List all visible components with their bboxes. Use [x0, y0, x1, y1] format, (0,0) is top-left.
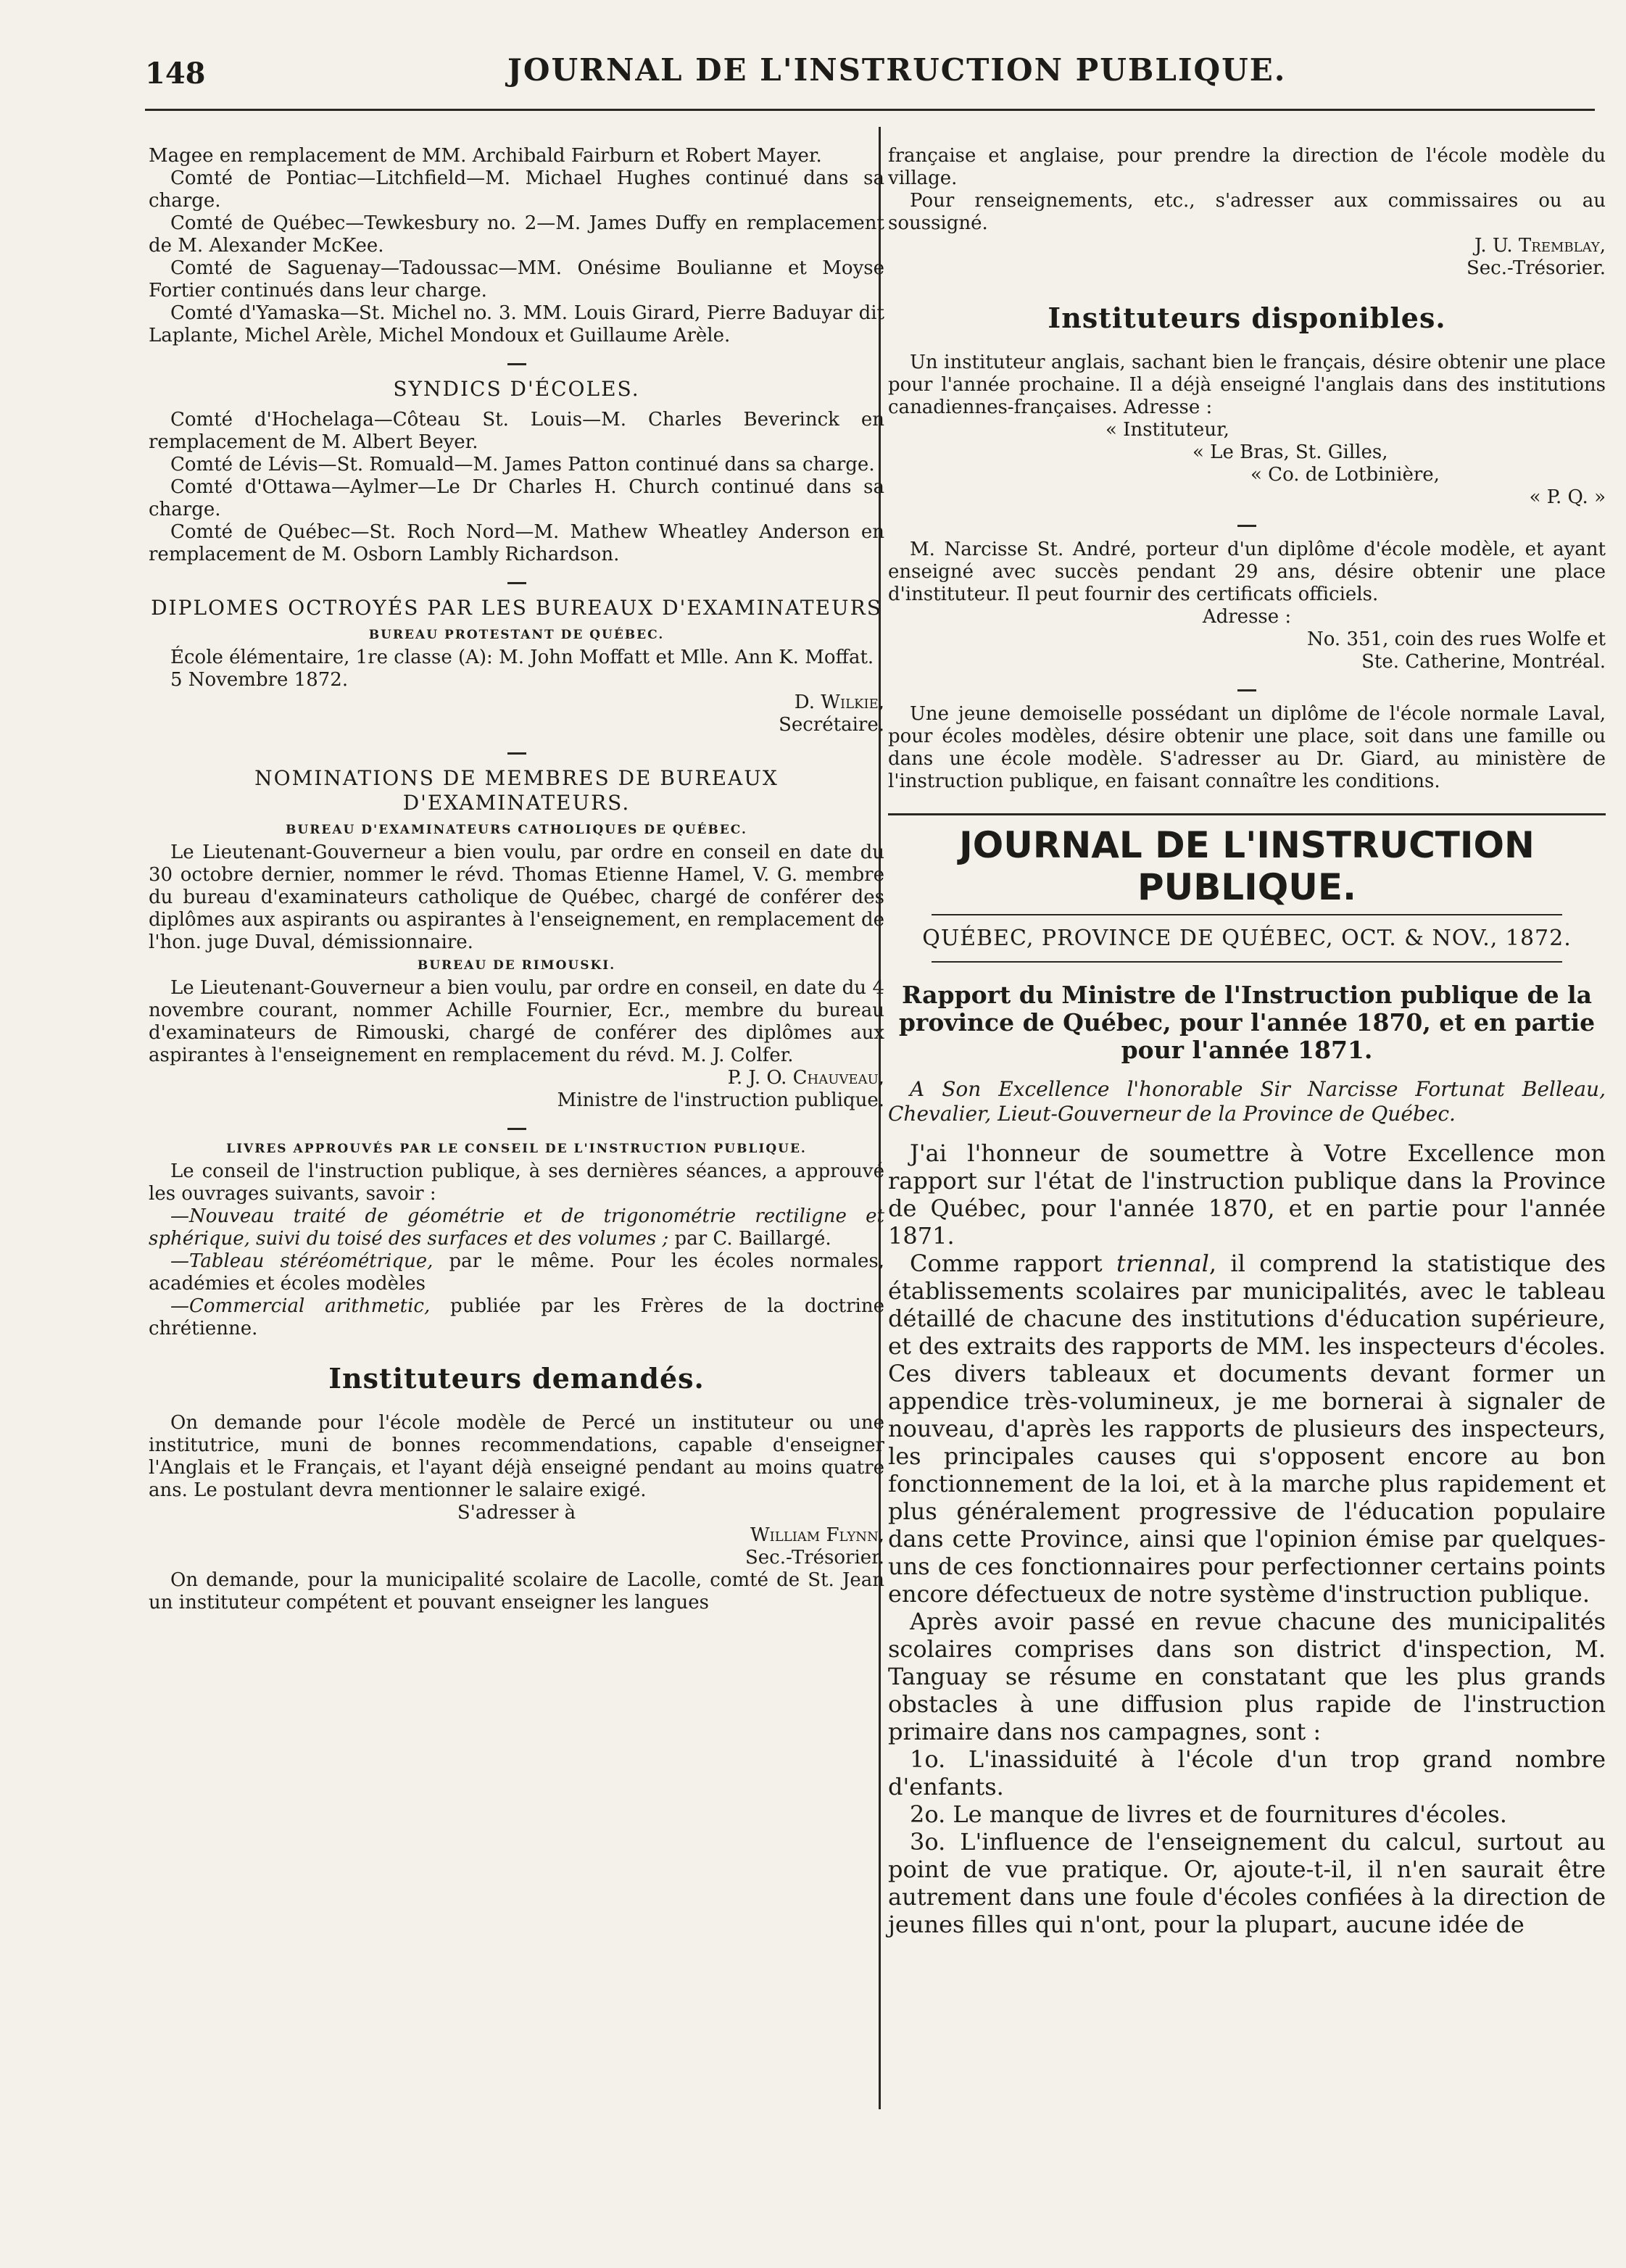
syndics-heading: SYNDICS D'ÉCOLES.	[393, 377, 640, 401]
section-dash	[507, 1128, 526, 1130]
book-item	[149, 1205, 884, 1250]
available-address: « Le Bras, St. Gilles,	[1192, 441, 1388, 463]
nominations-subheading-rimouski: BUREAU DE RIMOUSKI.	[417, 958, 616, 973]
journal-masthead: JOURNAL DE L'INSTRUCTION PUBLIQUE.	[959, 824, 1535, 908]
syndic-entry: Comté de Lévis—St. Romuald—M. James Patton continué dans sa charge.	[170, 454, 875, 475]
diplomas-heading: DIPLOMES OCTROYÉS PAR LES BUREAUX D'EXAMINATEURS	[151, 596, 882, 620]
masthead-rule	[888, 813, 1606, 815]
section-dash	[1237, 689, 1256, 691]
book-detail: publiée par les Frères de la doctrine chrétienne.	[149, 1295, 885, 1339]
wanted-continued: française et anglaise, pour prendre la direction de l'école modèle du village.	[888, 145, 1606, 189]
report-item: 1o. L'inassiduité à l'école d'un trop grand nombre d'enfants.	[888, 1745, 1606, 1800]
dateline-rule	[932, 961, 1562, 963]
available-address: « Co. de Lotbinière,	[1250, 464, 1440, 486]
report-paragraph: Après avoir passé en revue chacune des municipalités scolaires comprises dans son district d'inspection, M. Tanguay se résume en constatant que les plus grands obstacles à une diffusion plus rapide de l'instruction primaire dans nos campagnes, sont :	[888, 1608, 1606, 1745]
available-address: « P. Q. »	[1529, 486, 1606, 508]
nominations-subheading-quebec: BUREAU D'EXAMINATEURS CATHOLIQUES DE QUÉBEC.	[286, 823, 747, 837]
nominations-text-quebec: Le Lieutenant-Gouverneur a bien voulu, par ordre en conseil en date du 30 octobre dernier, nommer le révd. Thomas Etienne Hamel, V. G. membre du bureau d'examinateurs catholique de Québec, chargé de conférer des diplômes aux aspirants ou aspirantes à l'enseignement, en remplacement de l'hon. juge Duval, démissionnaire.	[149, 842, 884, 953]
book-detail: par le même. Pour les écoles normales, académies et écoles modèles	[149, 1250, 884, 1295]
available-address: No. 351, coin des rues Wolfe et	[1306, 628, 1606, 650]
commissioner-entry: Comté de Saguenay—Tadoussac—MM. Onésime Boulianne et Moyse Fortier continués dans leur charge.	[149, 257, 884, 302]
book-title: —Commercial arithmetic,	[170, 1295, 431, 1317]
report-body	[888, 1139, 1606, 1938]
wanted-signer-title: Sec.-Trésorier.	[744, 1547, 884, 1569]
wanted-address-label: S'adresser à	[457, 1502, 576, 1524]
left-column	[149, 145, 884, 1614]
section-dash	[507, 363, 526, 365]
wanted-text-lacolle: On demande, pour la municipalité scolaire de Lacolle, comté de St. Jean un instituteur compétent et pouvant enseigner les langues	[149, 1569, 884, 1613]
diplomas-subheading: BUREAU PROTESTANT DE QUÉBEC.	[368, 628, 665, 642]
diplomas-date: 5 Novembre 1872.	[170, 669, 349, 691]
right-column	[888, 145, 1606, 1938]
book-item	[149, 1295, 884, 1340]
commissioner-entry: Comté de Québec—Tewkesbury no. 2—M. James Duffy en remplacement de M. Alexander McKee.	[149, 212, 884, 257]
syndic-entry: Comté d'Hochelaga—Côteau St. Louis—M. Charles Beverinck en remplacement de M. Albert Beyer.	[149, 409, 884, 453]
diplomas-signer: D. Wilkie,	[794, 691, 884, 713]
book-title: —Nouveau traité de géométrie et de trigonométrie rectiligne et sphérique, suivi du toisé des surfaces et des volumes ;	[149, 1205, 884, 1250]
report-title: Rapport du Ministre de l'Instruction publique de la province de Québec, pour l'année 1870, et en partie pour l'année 1871.	[898, 981, 1596, 1064]
wanted-text: On demande pour l'école modèle de Percé un instituteur ou une institutrice, muni de bonnes recommendations, capable d'enseigner l'Anglais et le Français, et l'ayant déjà enseigné pendant au moins quatre ans. Le postulant devra mentionner le salaire exigé.	[149, 1412, 884, 1501]
available-text: M. Narcisse St. André, porteur d'un diplôme d'école modèle, et ayant enseigné avec succès pendant 29 ans, désire obtenir une place d'instituteur. Il peut fournir des certificats officiels.	[888, 539, 1606, 605]
wanted-continued-signer-title: Sec.-Trésorier.	[1466, 257, 1606, 279]
section-dash	[1237, 525, 1256, 527]
available-text: Un instituteur anglais, sachant bien le français, désire obtenir une place pour l'année prochaine. Il a déjà enseigné l'anglais dans des institutions canadiennes-françaises. Adresse :	[888, 352, 1606, 418]
masthead-rule	[932, 914, 1562, 915]
wanted-heading: Instituteurs demandés.	[328, 1362, 705, 1395]
nominations-signer-title: Ministre de l'instruction publique.	[557, 1089, 884, 1111]
diplomas-signer-title: Secrétaire.	[779, 714, 884, 736]
available-heading: Instituteurs disponibles.	[1048, 302, 1446, 334]
available-address-label: Adresse :	[1202, 606, 1292, 628]
nominations-text-rimouski: Le Lieutenant-Gouverneur a bien voulu, par ordre en conseil, en date du 4 novembre courant, nommer Achille Fournier, Ecr., membre du bureau d'examinateurs de Rimouski, chargé de conférer des diplômes aux aspirantes à l'enseignement en remplacement du révd. M. J. Colfer.	[149, 977, 884, 1066]
header-rule	[145, 109, 1595, 111]
running-head: JOURNAL DE L'INSTRUCTION PUBLIQUE.	[507, 52, 1287, 88]
dateline: QUÉBEC, PROVINCE DE QUÉBEC, OCT. & NOV., 1872.	[922, 926, 1572, 951]
commissioner-entry: Comté d'Yamaska—St. Michel no. 3. MM. Louis Girard, Pierre Baduyar dit Laplante, Michel Arèle, Michel Mondoux et Guillaume Arèle.	[149, 302, 884, 346]
section-dash	[507, 582, 526, 584]
books-intro: Le conseil de l'instruction publique, à ses dernières séances, a approuvé les ouvrages suivants, savoir :	[149, 1160, 884, 1205]
syndic-entry: Comté de Québec—St. Roch Nord—M. Mathew Wheatley Anderson en remplacement de M. Osborn Lambly Richardson.	[149, 521, 884, 565]
book-detail: par C. Baillargé.	[668, 1228, 831, 1250]
books-heading: LIVRES APPROUVÉS PAR LE CONSEIL DE L'INSTRUCTION PUBLIQUE.	[226, 1142, 807, 1156]
commissioner-entry: Magee en remplacement de MM. Archibald Fairburn et Robert Mayer.	[149, 145, 822, 167]
wanted-continued-info: Pour renseignements, etc., s'adresser aux commissaires ou au soussigné.	[888, 190, 1606, 234]
available-text: Une jeune demoiselle possédant un diplôme de l'école normale Laval, pour écoles modèles, désire obtenir une place, soit dans une famille ou dans une école modèle. S'adresser au Dr. Giard, au ministère de l'instruction publique, en faisant connaître les conditions.	[888, 703, 1606, 792]
commissioner-entry: Comté de Pontiac—Litchfield—M. Michael Hughes continué dans sa charge.	[149, 167, 884, 212]
report-address: A Son Excellence l'honorable Sir Narcisse Fortunat Belleau, Chevalier, Lieut-Gouverneur de la Province de Québec.	[888, 1077, 1606, 1126]
report-item: 2o. Le manque de livres et de fournitures d'écoles.	[910, 1800, 1507, 1828]
diplomas-text: École élémentaire, 1re classe (A): M. John Moffatt et Mlle. Ann K. Moffat.	[170, 647, 874, 668]
report-item: 3o. L'influence de l'enseignement du calcul, surtout au point de vue pratique. Or, ajoute-t-il, il n'en saurait être autrement dans une foule d'écoles confiées à la direction de jeunes filles qui n'ont, pour la plupart, aucune idée de	[888, 1828, 1606, 1938]
nominations-signer: P. J. O. Chauveau,	[727, 1067, 884, 1089]
wanted-continued-signer: J. U. Tremblay,	[1474, 235, 1606, 257]
wanted-signer: William Flynn,	[750, 1524, 884, 1546]
available-address: « Instituteur,	[1106, 419, 1229, 441]
book-title: —Tableau stéréométrique,	[170, 1250, 434, 1272]
page-number: 148	[145, 57, 206, 91]
section-dash	[507, 752, 526, 755]
report-paragraph: Comme rapport triennal, il comprend la statistique des établissements scolaires par municipalités, avec le tableau détaillé de chacune des institutions d'éducation supérieure, et des extraits des rapports de MM. les inspecteurs d'écoles. Ces divers tableaux et documents devant former un appendice très-volumineux, je me bornerai à signaler de nouveau, d'après les rapports de plusieurs des inspecteurs, les principales causes qui s'opposent encore au bon fonctionnement de la loi, et à la marche plus rapidement et plus généralement progressive de l'éducation populaire dans cette Province, ainsi que l'opinion émise par quelques-uns de ces fonctionnaires pour perfectionner certains points encore défectueux de notre système d'instruction publique.	[888, 1250, 1606, 1608]
syndic-entry: Comté d'Ottawa—Aylmer—Le Dr Charles H. Church continué dans sa charge.	[149, 476, 884, 520]
available-address: Ste. Catherine, Montréal.	[1361, 651, 1606, 673]
report-paragraph: J'ai l'honneur de soumettre à Votre Excellence mon rapport sur l'état de l'instruction publique dans la Province de Québec, pour l'année 1870, et en partie pour l'année 1871.	[888, 1139, 1606, 1250]
book-item	[149, 1250, 884, 1295]
nominations-heading: NOMINATIONS DE MEMBRES DE BUREAUX D'EXAMINATEURS.	[254, 766, 779, 815]
